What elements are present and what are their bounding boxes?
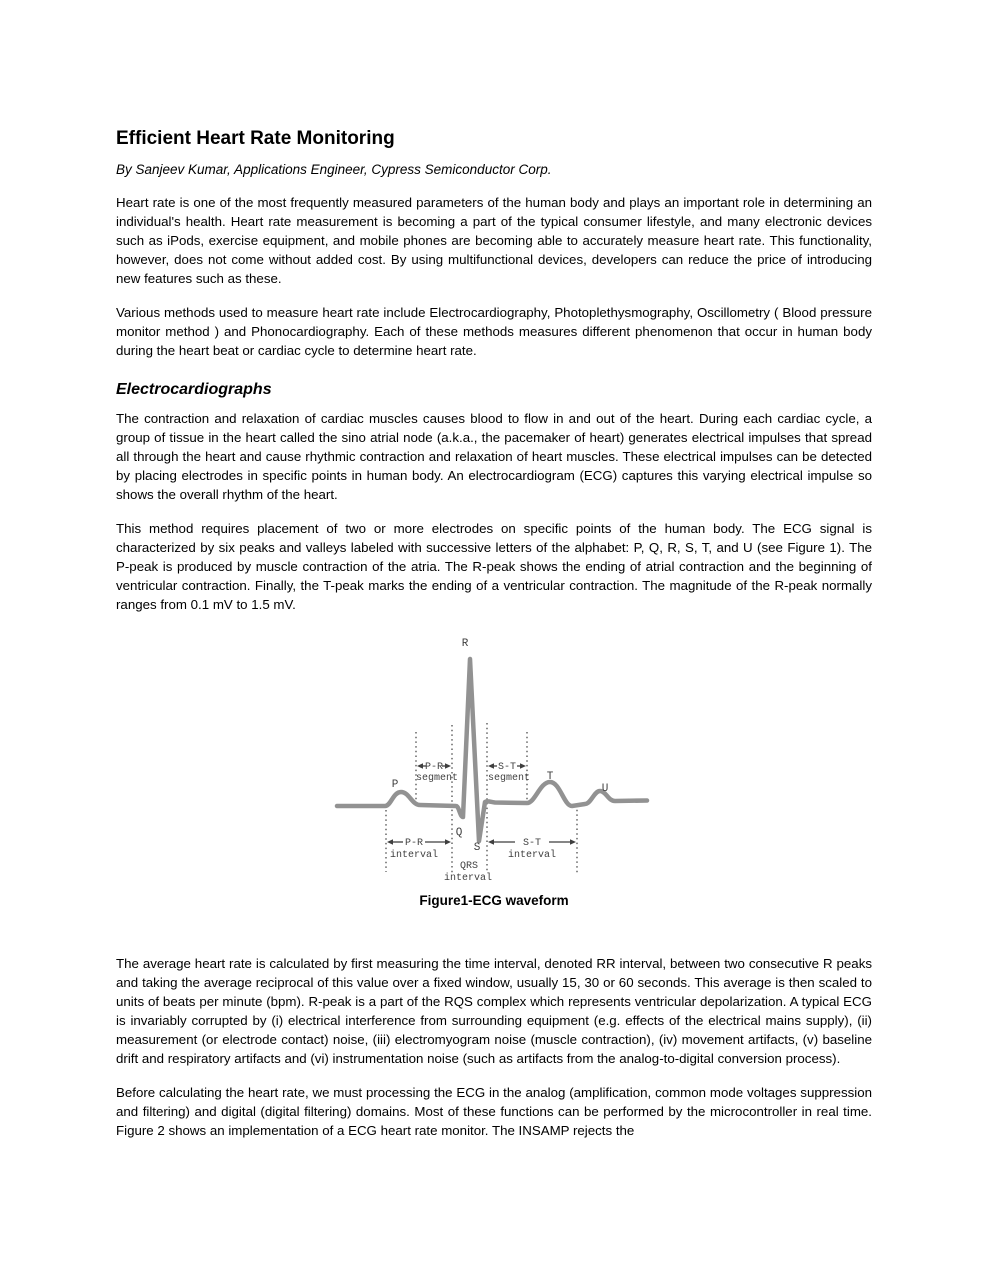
label-t-peak: T	[546, 771, 554, 783]
paragraph-ecg-2: This method requires placement of two or more electrodes on specific points of the human body. The ECG signal is characterized by six peaks and valleys labeled with successive letters of the alphabet: P, Q, R, S, T, and U (see Figure 1). The P-peak is produced by muscle contraction of the atria. The R-peak shows the ending of atrial contraction and the beginning of ventricular contraction. Finally, the T-peak marks the ending of a ventricular contraction. The magnitude of the R-peak normally ranges from 0.1 mV to 1.5 mV.	[116, 521, 872, 612]
st-interval-label-line1: S-T	[522, 838, 542, 849]
qrs-interval-label-line2: interval	[443, 873, 493, 884]
st-segment-label-line1: S-T	[497, 762, 517, 773]
label-r-peak: R	[461, 638, 469, 650]
ecg-figure	[116, 629, 872, 908]
section-heading-electrocardiographs: Electrocardiographs	[116, 381, 272, 398]
pr-segment-arrow-left-head	[417, 763, 423, 769]
pr-interval-label-line1: P-R	[404, 838, 424, 849]
pr-segment-label-line2: segment	[415, 773, 459, 784]
pr-interval-arrow-left-head	[387, 839, 393, 845]
paragraph-heart-rate-calc: The average heart rate is calculated by first measuring the time interval, denoted RR interval, between two consecutive R peaks and taking the average reciprocal of this value over a fixed window, usually 15, 30 or 60 seconds. This average is then scaled to units of beats per minute (bpm). R-peak is a part of the RQS complex which represents ventricular depolarization. A typical ECG is invariably corrupted by (i) electrical interference from surrounding equipment (e.g. effects of the electrical mains supply), (ii) measurement (or electrode contact) noise, (iii) electromyogram noise (muscle contraction), (iv) movement artifacts, (v) baseline drift and respiratory artifacts and (vi) instrumentation noise (such as artifacts from the analog-to-digital conversion process).	[116, 956, 872, 1066]
st-interval-label-line2: interval	[507, 850, 557, 861]
label-u-peak: U	[601, 783, 609, 795]
qrs-interval-label-line1: QRS	[459, 861, 479, 872]
label-p-peak: P	[391, 779, 399, 791]
label-q-peak: Q	[455, 827, 463, 839]
ecg-trace	[337, 659, 647, 841]
ecg-waveform-diagram	[329, 629, 659, 884]
pr-segment-arrow-right-head	[445, 763, 451, 769]
pr-interval-arrow-right-head	[445, 839, 451, 845]
page-title: Efficient Heart Rate Monitoring	[116, 128, 395, 149]
st-segment-arrow-right-head	[520, 763, 526, 769]
pr-segment-label-line1: P-R	[424, 762, 444, 773]
byline: By Sanjeev Kumar, Applications Engineer, Cypress Semiconductor Corp.	[116, 162, 552, 177]
st-interval-arrow-left-head	[488, 839, 494, 845]
paragraph-ecg-1: The contraction and relaxation of cardiac muscles causes blood to flow in and out of the heart. During each cardiac cycle, a group of tissue in the heart called the sino atrial node (a.k.a., the pacemaker of heart) generates electrical impulses that spread all through the heart and cause rhythmic contraction and relaxation of heart muscles. These electrical impulses can be detected by placing electrodes in specific points in human body. An electrocardiogram (ECG) captures this varying electrical impulse so shows the overall rhythm of the heart.	[116, 411, 872, 502]
st-segment-label-line2: segment	[487, 773, 531, 784]
st-interval-arrow-right-head	[570, 839, 576, 845]
st-segment-arrow-left-head	[488, 763, 494, 769]
figure-caption: Figure1-ECG waveform	[419, 893, 569, 908]
pr-interval-label-line2: interval	[389, 850, 439, 861]
label-s-peak: S	[473, 842, 481, 854]
paragraph-processing: Before calculating the heart rate, we must processing the ECG in the analog (amplification, common mode voltages suppression and filtering) and digital (digital filtering) domains. Most of these functions can be performed by the microcontroller in real time. Figure 2 shows an implementation of a ECG heart rate monitor. The INSAMP rejects the	[116, 1085, 872, 1138]
paragraph-intro-1: Heart rate is one of the most frequently measured parameters of the human body and plays an important role in determining an individual's health. Heart rate measurement is becoming a part of the typical consumer lifestyle, and many electronic devices such as iPods, exercise equipment, and mobile phones are becoming able to accurately measure heart rate. This functionality, however, does not come without added cost. By using multifunctional devices, developers can reduce the price of introducing new features such as these.	[116, 195, 872, 286]
paragraph-intro-2: Various methods used to measure heart rate include Electrocardiography, Photoplethysmography, Oscillometry ( Blood pressure monitor method ) and Phonocardiography. Each of these methods measures different phenomenon that occur in human body during the heart beat or cardiac cycle to determine heart rate.	[116, 305, 872, 358]
